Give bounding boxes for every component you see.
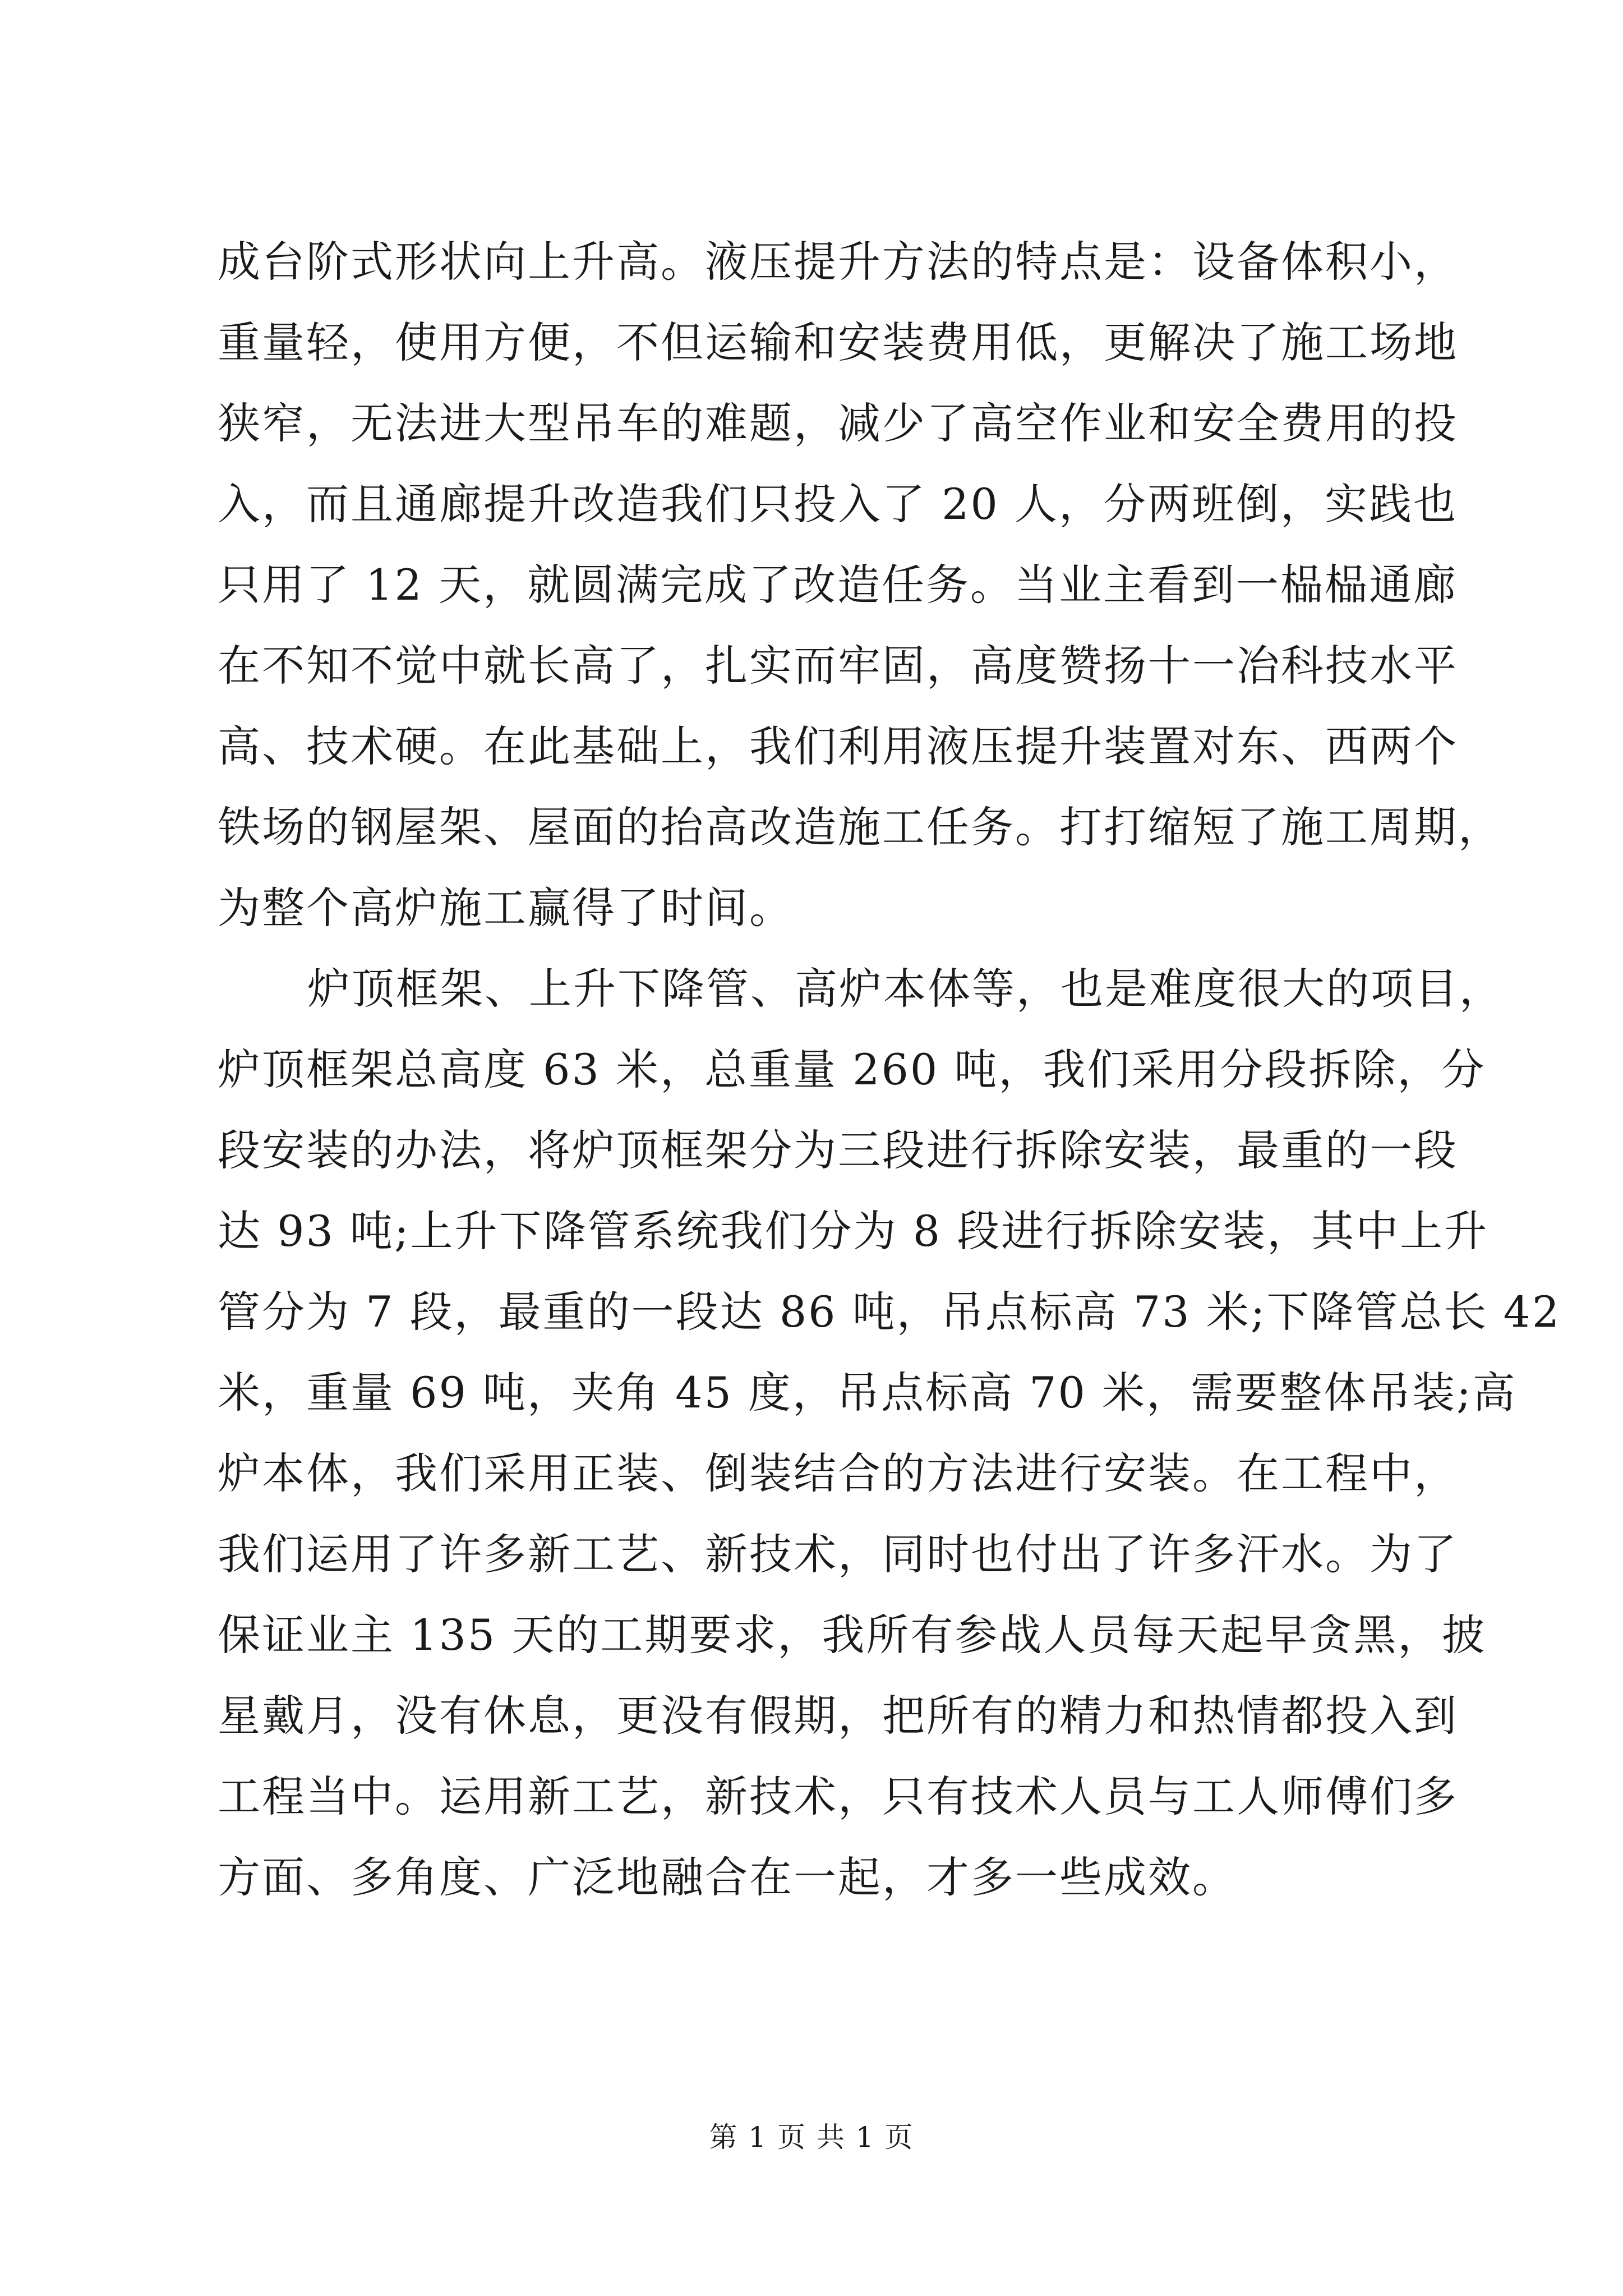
text-line: 炉本体，我们采用正装、倒装结合的方法进行安装。在工程中， xyxy=(218,1448,1458,1498)
text-line: 我们运用了许多新工艺、新技术，同时也付出了许多汗水。为了 xyxy=(218,1529,1458,1579)
text-line: 方面、多角度、广泛地融合在一起，才多一些成效。 xyxy=(218,1852,1237,1902)
text-line: 米，重量 69 吨，夹角 45 度，吊点标高 70 米，需要整体吊装;高 xyxy=(218,1368,1517,1418)
text-line: 重量轻，使用方便，不但运输和安装费用低，更解决了施工场地 xyxy=(218,318,1458,367)
text-line: 工程当中。运用新工艺，新技术，只有技术人员与工人师傅们多 xyxy=(218,1772,1458,1821)
text-line: 星戴月，没有休息，更没有假期，把所有的精力和热情都投入到 xyxy=(218,1691,1458,1741)
text-line: 成台阶式形状向上升高。液压提升方法的特点是：设备体积小， xyxy=(218,237,1458,287)
text-line: 入，而且通廊提升改造我们只投入了 20 人，分两班倒，实践也 xyxy=(218,479,1458,529)
text-line: 炉顶框架总高度 63 米，总重量 260 吨，我们采用分段拆除，分 xyxy=(218,1045,1486,1094)
paragraph-1 xyxy=(218,222,1502,949)
text-line: 只用了 12 天，就圆满完成了改造任务。当业主看到一榀榀通廊 xyxy=(218,560,1458,610)
document-body xyxy=(218,222,1561,1918)
text-line: 段安装的办法，将炉顶框架分为三段进行拆除安装，最重的一段 xyxy=(218,1125,1458,1175)
text-line: 在不知不觉中就长高了，扎实而牢固，高度赞扬十一冶科技水平 xyxy=(218,641,1458,691)
text-line: 高、技术硬。在此基础上，我们利用液压提升装置对东、西两个 xyxy=(218,721,1458,771)
paragraph-2 xyxy=(218,949,1561,1918)
page-footer: 第 1 页 共 1 页 xyxy=(709,2121,914,2154)
text-line: 为整个高炉施工赢得了时间。 xyxy=(218,883,794,933)
text-line: 铁场的钢屋架、屋面的抬高改造施工任务。打打缩短了施工周期， xyxy=(218,802,1502,852)
text-line: 炉顶框架、上升下降管、高炉本体等，也是难度很大的项目， xyxy=(307,964,1504,1014)
text-line: 管分为 7 段，最重的一段达 86 吨，吊点标高 73 米;下降管总长 42 xyxy=(218,1287,1561,1337)
text-line: 达 93 吨;上升下降管系统我们分为 8 段进行拆除安装，其中上升 xyxy=(218,1206,1489,1256)
text-line: 狭窄，无法进大型吊车的难题，减少了高空作业和安全费用的投 xyxy=(218,398,1458,448)
text-line: 保证业主 135 天的工期要求，我所有参战人员每天起早贪黑，披 xyxy=(218,1610,1487,1660)
